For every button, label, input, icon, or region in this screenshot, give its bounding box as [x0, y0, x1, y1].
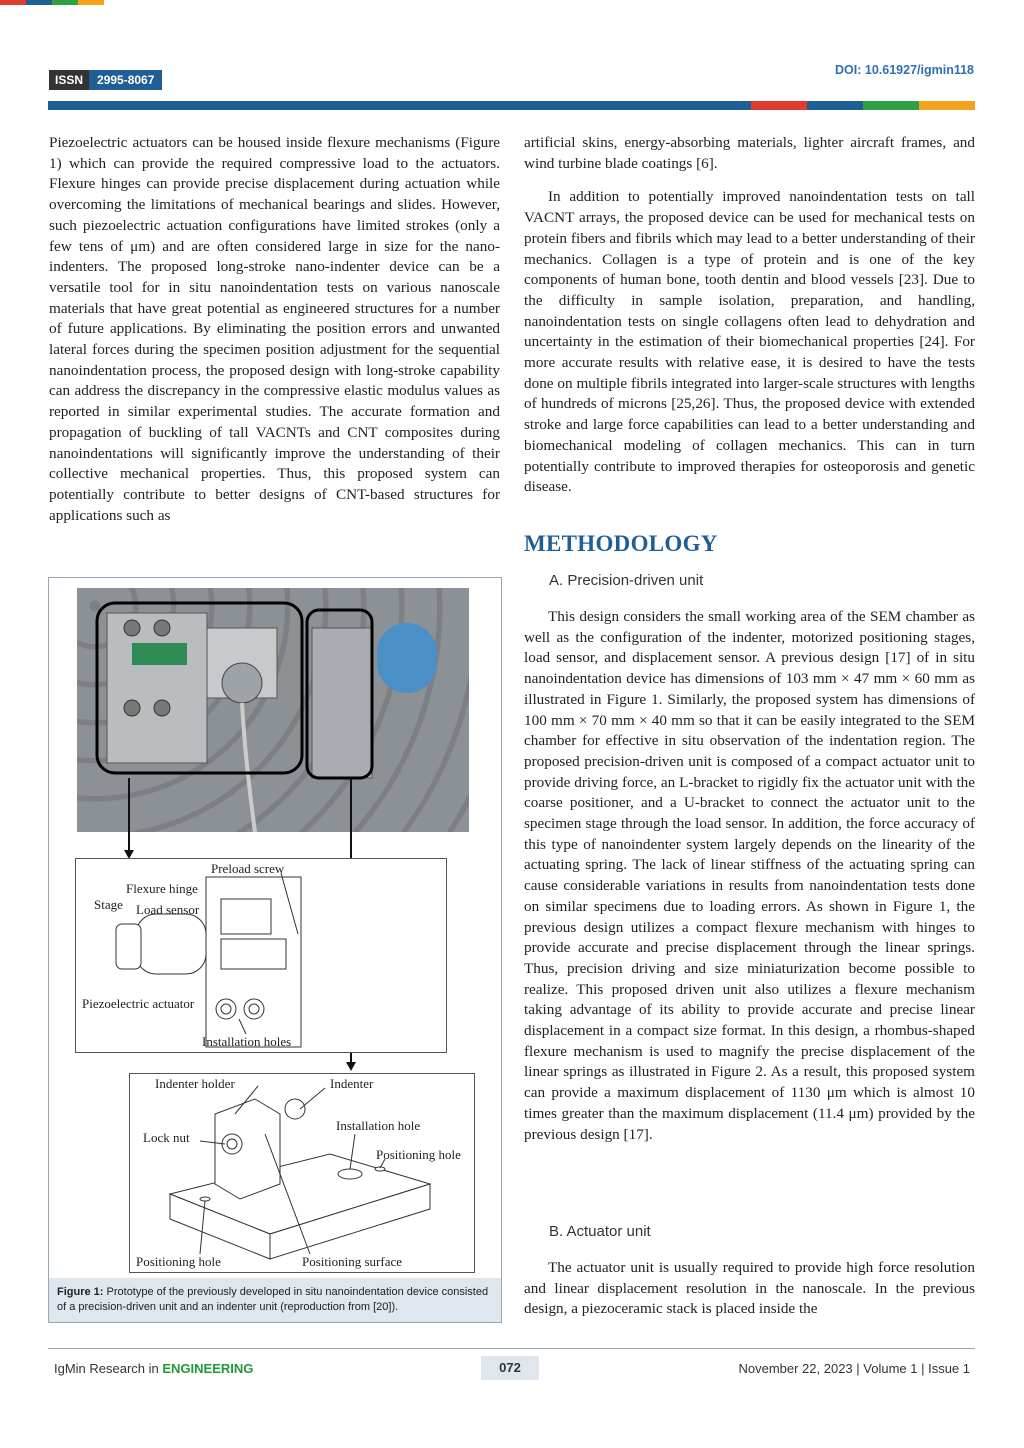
- label-positioning-hole-right: Positioning hole: [376, 1147, 461, 1162]
- footer-date: November 22, 2023: [738, 1361, 853, 1376]
- issn-label: ISSN: [49, 70, 89, 90]
- header-bar-red: [751, 101, 807, 110]
- doi-link[interactable]: DOI: 10.61927/igmin118: [835, 63, 974, 77]
- stripe-orange: [78, 0, 104, 5]
- label-load-sensor: Load sensor: [136, 902, 200, 917]
- label-preload-screw: Preload screw: [211, 861, 285, 876]
- header-bar: [48, 101, 975, 110]
- label-positioning-hole-left: Positioning hole: [136, 1254, 221, 1269]
- footer-divider: [48, 1348, 975, 1349]
- right-column-middle: [524, 607, 975, 1145]
- caption-label: Figure 1:: [57, 1286, 104, 1298]
- label-stage: Stage: [94, 897, 123, 912]
- footer-sep-2: |: [917, 1361, 929, 1376]
- issn-badge: [49, 70, 162, 90]
- stripe-blue: [26, 0, 52, 5]
- top-color-stripe: [0, 0, 104, 5]
- subsection-b-heading: B. Actuator unit: [549, 1223, 651, 1240]
- right-paragraph-4: The actuator unit is usually required to provide high force resolution and linear displacement resolution in the nanoscale. In the previous design, a piezoceramic stack is placed inside the: [524, 1259, 975, 1318]
- stripe-green: [52, 0, 78, 5]
- section-heading-methodology: METHODOLOGY: [524, 531, 718, 556]
- header-bar-green: [863, 101, 919, 110]
- footer-journal-prefix: IgMin Research in: [54, 1361, 163, 1376]
- right-column-top: [524, 133, 975, 498]
- right-paragraph-3: This design considers the small working area of the SEM chamber as well as the configuration of the indenter, motorized positioning stages, load sensor, and displacement sensor. A previous design [17] of in situ nanoindentation device has dimensions of 103 mm × 47 mm × 60 mm as illustrated in Figure 1. Similarly, the proposed system has dimensions of 100 mm × 70 mm × 40 mm so that it can be easily integrated to the SEM chamber for effective in situ observation of the indentation region. The proposed precision-driven unit is composed of a compact actuator unit to provide driving force, an L-bracket to rigidly fix the actuator unit with the coarse positioner, and a U-bracket to connect the actuator unit to the specimen stage through the load sensor. In addition, the force accuracy of this type of nanoindenter system largely depends on the linearity of the actuating spring. The lack of linear stiffness of the actuating spring can cause considerable variations in results from nanoindentation tests done on similar specimens due to loading errors. As shown in Figure 1, the previous design utilizes a compact flexure mechanism with hinges to provide accurate and precise displacement through the linear springs. Thus, precision driving and size miniaturization become possible to realize. This proposed driven unit also utilizes a flexure mechanism taking advantage of its ability to provide accurate and precise linear displacement in a compact size format. In this design, a rhombus-shaped flexure mechanism is used to magnify the precise displacement of the linear springs as illustrated in Figure 2. As a result, this proposed system can provide a maximum displacement of 1130 μm which is almost 10 times greater than the maximum displacement (11.4 μm) provided by the previous design [17].: [524, 608, 975, 1143]
- page-number: 072: [481, 1356, 539, 1380]
- left-paragraph: Piezoelectric actuators can be housed inside flexure mechanisms (Figure 1) which can provide the required compressive load to the actuators. Flexure hinges can provide precise displacement during actuation while overcoming the limitations of mechanical bearings and slides. However, such piezoelectric actuation configurations have limited strokes (only a few tens of μm) and are often considered large in size for the nano-indenters. The proposed long-stroke nano-indenter device can be a versatile tool for in situ nanoindentation tests on various nanoscale materials that have great potential as engineered structures for a number of future applications. By eliminating the position errors and unwanted lateral forces during the specimen position adjustment for the sequential nanoindentation process, the proposed design with long-stroke capability can address the discrepancy in the compressive elastic modulus values as reported in similar experimental studies. The accurate formation and propagation of buckling of tall VACNTs and CNT composites during nanoindentations will significantly improve the understanding of their collective mechanical properties. Thus, this proposed system can potentially contribute to better designs of CNT-based structures for applications such as: [49, 134, 500, 524]
- label-indenter: Indenter: [330, 1076, 374, 1091]
- indenter-unit-drawing: [130, 1074, 474, 1272]
- subsection-a-heading: A. Precision-driven unit: [549, 572, 704, 589]
- figure-1: [48, 577, 502, 1323]
- footer-volume: Volume 1: [863, 1361, 918, 1376]
- stripe-red: [0, 0, 26, 5]
- label-flexure-hinge: Flexure hinge: [126, 881, 198, 896]
- label-indenter-holder: Indenter holder: [155, 1076, 235, 1091]
- caption-text: Prototype of the previously developed in situ nanoindentation device consisted of a precision-driven unit and an indenter unit (reproduction from [20]).: [57, 1286, 489, 1313]
- footer-journal: [54, 1361, 253, 1376]
- figure-caption: [49, 1278, 501, 1322]
- label-installation-holes: Installation holes: [202, 1034, 292, 1049]
- right-paragraph-2: In addition to potentially improved nanoindentation tests on tall VACNT arrays, the proposed device can be used for mechanical tests on protein fibers and fibrils which may lead to a better understanding of their mechanics. Collagen is a type of protein and is one of the key components of human bone, tooth dentin and blood vessels [23]. Due to the difficulty in sample isolation, preparation, and handling, nanoindentation tests on single collagens often lead to dehydration and uncertainty in the estimation of their biomechanical properties [24]. For more accurate results with relative ease, it is desired to have the tests done on multiple fibrils integrated into larger-scale structures with lengths of hundreds of microns [25,26]. Thus, the proposed device with extended stroke and large force capabilities can lead to a better understanding and biomechanical modeling of collagen mechanics. This can in turn potentially contribute to improved therapies for osteoporosis and genetic disease.: [524, 188, 975, 496]
- issn-value: 2995-8067: [89, 70, 162, 90]
- indenter-unit-diagram: [129, 1073, 475, 1273]
- prototype-photo: [77, 588, 469, 832]
- label-piezoelectric-actuator: Piezoelectric actuator: [82, 996, 195, 1011]
- footer-journal-field: ENGINEERING: [162, 1361, 254, 1376]
- right-column-bottom: [524, 1258, 975, 1320]
- label-lock-nut: Lock nut: [143, 1130, 190, 1145]
- right-paragraph-1: artificial skins, energy-absorbing materials, lighter aircraft frames, and wind turbine blade coatings [6].: [524, 134, 975, 172]
- precision-unit-diagram: [75, 858, 447, 1053]
- photo-drawing: [77, 588, 469, 832]
- left-column: [49, 133, 500, 526]
- label-installation-hole: Installation hole: [336, 1118, 421, 1133]
- header-bar-main: [48, 101, 751, 110]
- footer-date-volume: [738, 1361, 970, 1376]
- footer-issue: Issue 1: [928, 1361, 970, 1376]
- label-positioning-surface: Positioning surface: [302, 1254, 403, 1269]
- header-bar-orange: [919, 101, 975, 110]
- header-bar-blue: [807, 101, 863, 110]
- footer-sep-1: |: [852, 1361, 864, 1376]
